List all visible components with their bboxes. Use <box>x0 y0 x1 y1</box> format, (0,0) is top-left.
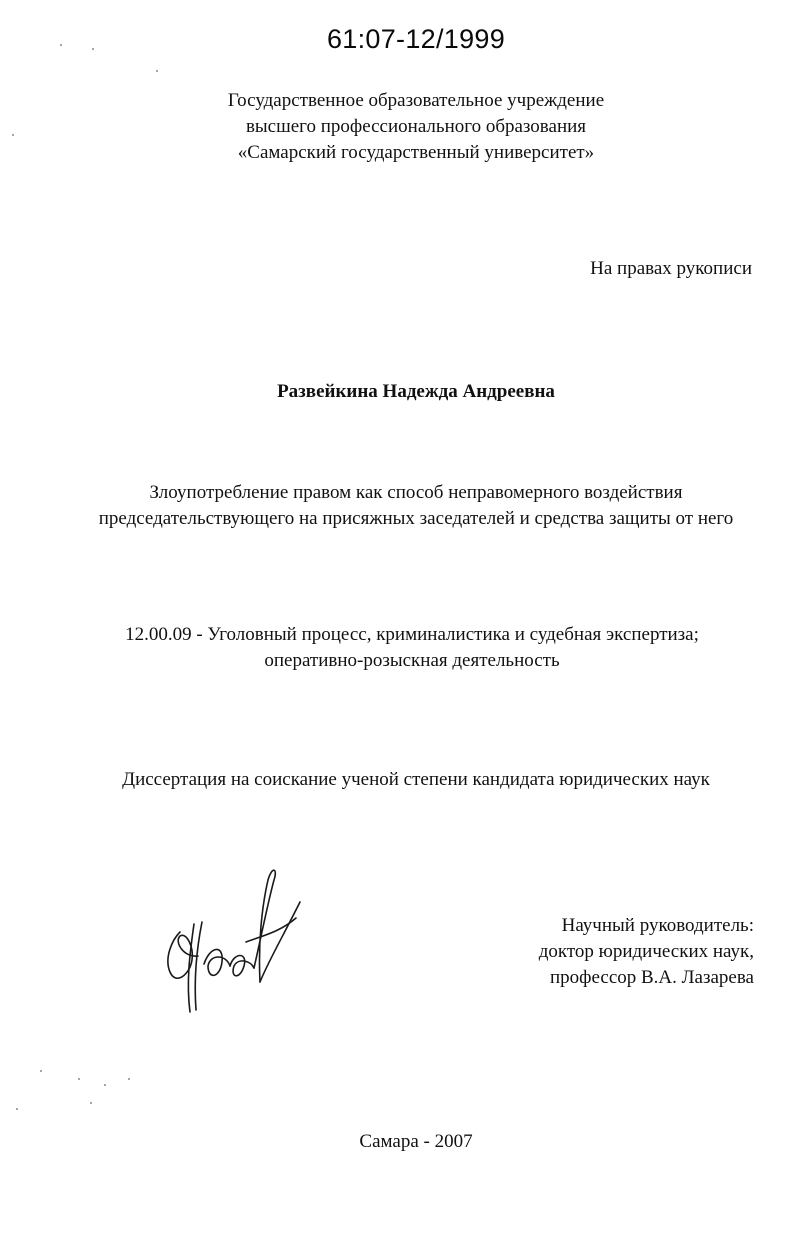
dissertation-title <box>0 480 798 532</box>
degree-statement: Диссертация на соискание ученой степени кандидата юридических наук <box>122 769 710 790</box>
scan-speck <box>156 70 158 72</box>
scan-speck <box>90 1102 92 1104</box>
scan-speck <box>104 1084 106 1086</box>
place-and-year: Самара - 2007 <box>359 1131 473 1152</box>
manuscript-note: На правах рукописи <box>590 258 752 279</box>
author-name: Развейкина Надежда Андреевна <box>277 381 555 402</box>
advisor-line-2: доктор юридических наук, <box>538 941 754 962</box>
institution-line-2: высшего профессионального образования <box>245 116 587 137</box>
advisor-line-1: Научный руководитель: <box>561 915 754 936</box>
title-line-2: председательствующего на присяжных заседателей и средства защиты от него <box>98 508 734 529</box>
scientific-advisor-block <box>539 913 754 991</box>
institution-block <box>0 88 798 166</box>
specialty-block <box>0 622 798 674</box>
specialty-line-2: оперативно-розыскная деятельность <box>264 650 560 671</box>
scan-speck <box>12 134 14 136</box>
advisor-line-3: профессор В.А. Лазарева <box>550 967 754 988</box>
handwritten-signature <box>150 862 310 1022</box>
scan-speck <box>78 1078 80 1080</box>
institution-line-1: Государственное образовательное учреждение <box>227 90 605 111</box>
institution-line-3: «Самарский государственный университет» <box>237 142 595 163</box>
scan-speck <box>16 1108 18 1110</box>
scan-speck <box>92 48 94 50</box>
catalog-code: 61:07-12/1999 <box>326 24 506 54</box>
title-line-1: Злоупотребление правом как способ неправомерного воздействия <box>149 482 683 503</box>
scan-speck <box>60 44 62 46</box>
specialty-line-1: 12.00.09 - Уголовный процесс, криминалистика и судебная экспертиза; <box>125 624 699 645</box>
scan-speck <box>40 1070 42 1072</box>
scan-speck <box>128 1078 130 1080</box>
